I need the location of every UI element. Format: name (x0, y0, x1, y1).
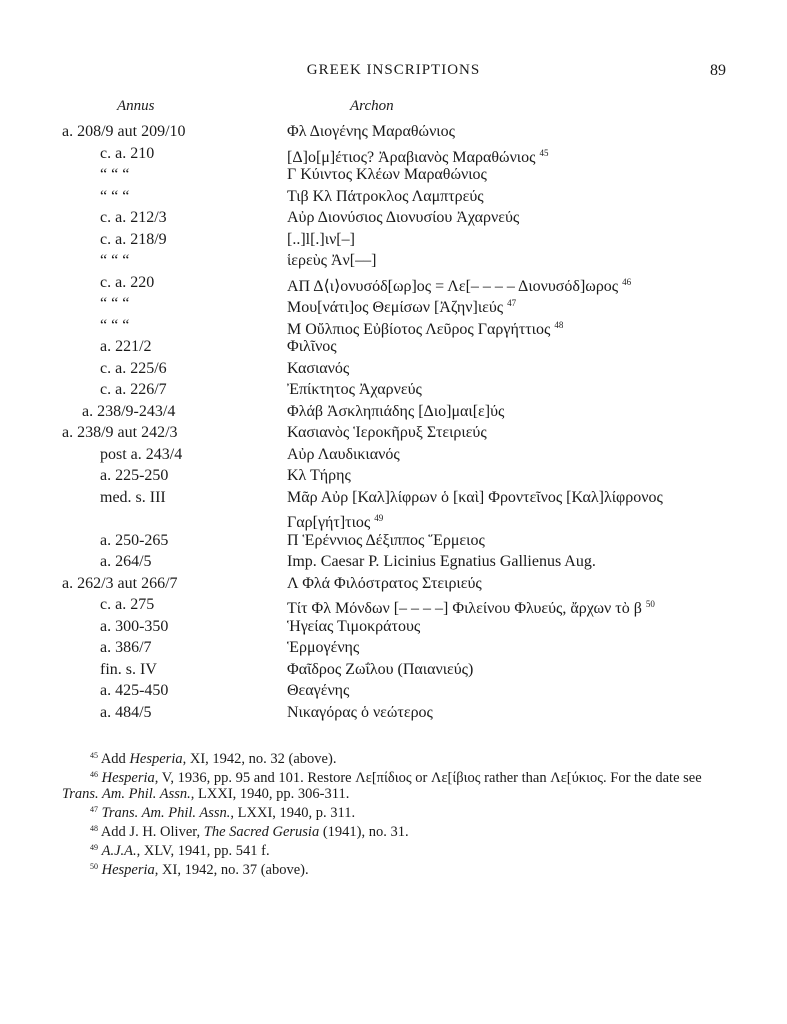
column-header-archon: Archon (350, 98, 394, 114)
footnote-ref: 50 (645, 599, 655, 609)
column-header-annus: Annus (117, 98, 155, 114)
footnote-number: 49 (90, 843, 98, 852)
table-row (0, 616, 787, 638)
archon-cell: Κλ Τήρης (287, 467, 351, 484)
table-row (0, 229, 787, 251)
archon-cell: Φαῖδρος Ζωΐλου (Παιανιεύς) (287, 660, 474, 678)
table-row (0, 551, 787, 573)
footnote-ref: 46 (622, 276, 632, 287)
running-head: GREEK INSCRIPTIONS (306, 62, 481, 78)
annus-cell: c. a. 218/9 (100, 230, 167, 248)
archon-name: Μου[νάτι]ος Θεμίσων [Ἀζην]ιεύς (287, 299, 504, 316)
journal-title: Hesperia (129, 751, 183, 767)
annus-cell: post a. 243/4 (100, 445, 183, 463)
archon-table (0, 121, 787, 723)
table-row (0, 422, 787, 444)
footnote-text: , LXXI, 1940, pp. 306-311. (190, 786, 350, 802)
footnote-text: , XI, 1942, no. 37 (above). (154, 862, 309, 878)
annus-cell: a. 386/7 (100, 639, 152, 656)
table-row (0, 487, 787, 530)
table-row (0, 336, 787, 358)
annus-cell: a. 208/9 aut 209/10 (62, 123, 186, 140)
table-row (0, 186, 787, 208)
archon-cell: Φλ Διογένης Μαραθώνιος (287, 123, 455, 140)
annus-cell: “ “ “ (100, 295, 130, 312)
footnote-48 (62, 821, 728, 840)
archon-cell: Κασιανὸς Ἱεροκῆρυξ Στειριεύς (287, 424, 487, 441)
annus-cell: a. 250-265 (100, 531, 169, 549)
archon-cell: Τιβ Κλ Πάτροκλος Λαμπτρεύς (287, 187, 484, 205)
table-row (0, 250, 787, 272)
footnote-ref: 45 (539, 147, 549, 158)
page-number: 89 (710, 62, 726, 79)
archon-name: ΑΠ Δ⟨ι⟩ονυσόδ[ωρ]ος = Λε[– – – – Διονυσόδ]ωρος (287, 277, 619, 295)
footnote-45 (62, 748, 728, 767)
annus-cell: a. 238/9-243/4 (82, 402, 176, 420)
annus-cell: med. s. III (100, 488, 166, 506)
annus-cell: fin. s. IV (100, 660, 157, 678)
book-title: The Sacred Gerusia (203, 824, 320, 840)
archon-cell: Θεαγένης (287, 682, 350, 699)
footnote-49 (62, 840, 728, 859)
archon-cell: Νικαγόρας ὁ νεώτερος (287, 703, 433, 721)
footnotes (62, 748, 728, 878)
archon-cell: ἱερεὺς Ἀν[––] (287, 252, 377, 269)
annus-cell: a. 225-250 (100, 467, 169, 484)
archon-cell: Λ Φλά Φιλόστρατος Στειριεύς (287, 574, 482, 592)
annus-cell: a. 300-350 (100, 617, 169, 635)
annus-cell: c. a. 225/6 (100, 359, 167, 377)
footnote-number: 50 (90, 862, 98, 871)
column-headers (0, 98, 787, 118)
archon-cell: Ἐπίκτητος Ἀχαρνεύς (287, 381, 422, 398)
footnote-50 (62, 859, 728, 878)
footnote-number: 45 (90, 751, 98, 760)
annus-cell: c. a. 212/3 (100, 209, 167, 226)
table-row (0, 702, 787, 724)
page-header (0, 62, 787, 86)
archon-name: [Δ]ο[μ]έτιος? Ἀραβιανὸς Μαραθώνιος (287, 148, 536, 166)
annus-cell: a. 262/3 aut 266/7 (62, 574, 178, 592)
annus-cell: a. 264/5 (100, 553, 152, 570)
annus-cell: “ “ “ (100, 166, 130, 183)
table-row (0, 121, 787, 143)
annus-cell: “ “ “ (100, 187, 130, 205)
annus-cell: c. a. 210 (100, 144, 155, 162)
journal-title: Hesperia (101, 770, 155, 786)
archon-cell (287, 487, 737, 534)
archon-cell: Φιλῖνος (287, 338, 337, 355)
table-row (0, 659, 787, 681)
archon-cell: Ἑρμογένης (287, 639, 360, 656)
footnote-ref: 47 (507, 298, 517, 308)
archon-cell: Imp. Caesar P. Licinius Egnatius Gallienus Aug. (287, 553, 596, 570)
footnote-text: , V, 1936, pp. 95 and 101. Restore Λε[πίδιος or Λε[ίβιος rather than Λε[ύκιος. For the date see (154, 770, 702, 786)
footnote-47 (62, 802, 728, 821)
annus-cell: a. 484/5 (100, 703, 152, 721)
annus-cell: “ “ “ (100, 252, 130, 269)
footnote-number: 48 (90, 824, 98, 833)
annus-cell: a. 238/9 aut 242/3 (62, 424, 178, 441)
table-row (0, 379, 787, 401)
table-row (0, 680, 787, 702)
table-row (0, 594, 787, 616)
archon-cell: Κασιανός (287, 359, 350, 377)
table-row (0, 637, 787, 659)
table-row (0, 444, 787, 466)
archon-cell: Φλάβ Ἀσκληπιάδης [Διο]μαι[ε]ύς (287, 402, 505, 420)
archon-cell: [..]l[.]ιν[–] (287, 230, 355, 248)
journal-title: Trans. Am. Phil. Assn. (62, 786, 191, 802)
footnote-number: 47 (90, 805, 98, 814)
archon-cell: Π Ἑρέννιος Δέξιππος Ἕρμειος (287, 531, 485, 549)
annus-cell: a. 221/2 (100, 338, 152, 355)
footnote-46 (62, 767, 728, 802)
archon-cell: Αὐρ Διονύσιος Διονυσίου Ἀχαρνεύς (287, 209, 520, 226)
table-row (0, 272, 787, 294)
archon-name: Μ Οὔλπιος Εὐβίοτος Λεῦρος Γαργήττιος (287, 320, 551, 338)
footnote-ref: 49 (374, 513, 384, 523)
archon-cell: Ἡγείας Τιμοκράτους (287, 617, 421, 635)
table-row (0, 315, 787, 337)
table-row (0, 401, 787, 423)
archon-name: Τίτ Φλ Μόνδων [– – – –] Φιλείνου Φλυεύς, ἄρχων τὸ β (287, 600, 642, 617)
journal-title: A.J.A. (101, 843, 137, 859)
table-row (0, 164, 787, 186)
annus-cell: a. 425-450 (100, 682, 169, 699)
table-row (0, 465, 787, 487)
footnote-text: (1941), no. 31. (319, 824, 409, 840)
footnote-text: Add (100, 751, 130, 767)
annus-cell: c. a. 220 (100, 273, 155, 291)
footnote-text: Add J. H. Oliver, (100, 824, 204, 840)
journal-title: Trans. Am. Phil. Assn. (101, 805, 231, 821)
archon-cell: Γ Κύιντος Κλέων Μαραθώνιος (287, 166, 487, 183)
table-row (0, 293, 787, 315)
annus-cell: c. a. 275 (100, 596, 155, 613)
journal-title: Hesperia (101, 862, 155, 878)
table-row (0, 207, 787, 229)
footnote-text: , XLV, 1941, pp. 541 f. (136, 843, 270, 859)
archon-cell: Αὐρ Λαυδικιανός (287, 445, 400, 463)
table-row (0, 143, 787, 165)
footnote-number: 46 (90, 770, 98, 779)
annus-cell: “ “ “ (100, 316, 130, 334)
table-row (0, 573, 787, 595)
archon-name: Μᾶρ Αὐρ [Καλ]λίφρων ὁ [καὶ] Φροντεῖνος [Καλ]λίφρονος Γαρ[γήτ]τιος (287, 488, 663, 531)
table-row (0, 358, 787, 380)
footnote-text: , LXXI, 1940, p. 311. (230, 805, 356, 821)
footnote-ref: 48 (554, 319, 564, 330)
footnote-text: , XI, 1942, no. 32 (above). (182, 751, 337, 767)
annus-cell: c. a. 226/7 (100, 381, 167, 398)
table-row (0, 530, 787, 552)
